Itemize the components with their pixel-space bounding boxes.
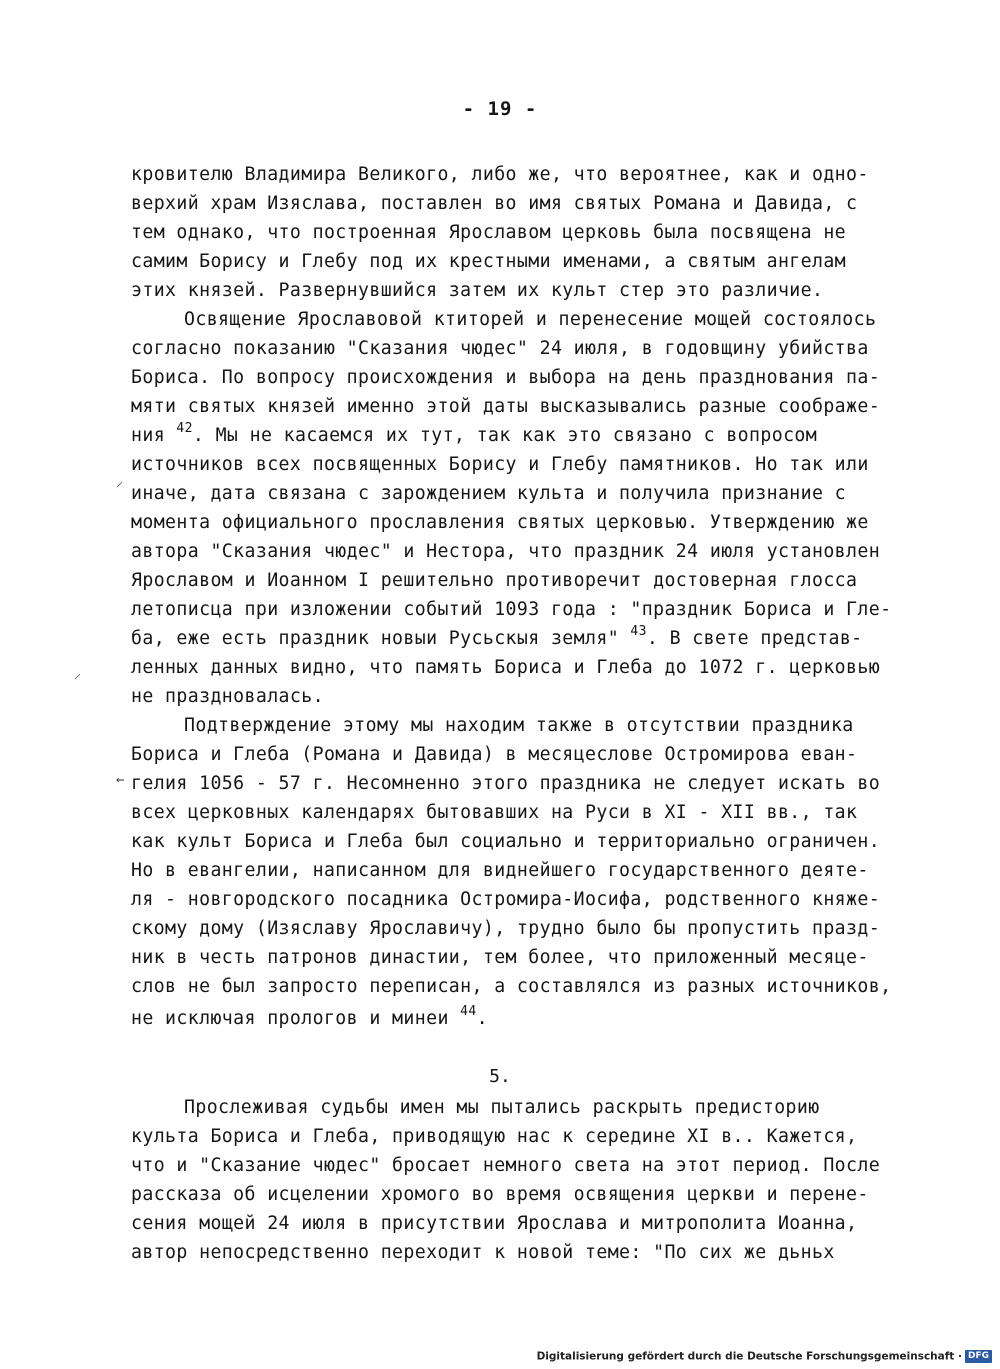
text-line: скому дому (Изяславу Ярославичу), трудно было бы пропустить празд-	[131, 918, 881, 939]
section-heading: 5.	[489, 1066, 511, 1087]
text-line: иначе, дата связана с зарождением культа и получила признание с	[131, 483, 847, 504]
text-line: этих князей. Развернувшийся затем их культ стер это различие.	[131, 280, 824, 301]
text-line	[131, 1004, 488, 1033]
footnote-ref-43: 43	[630, 624, 647, 639]
text-line: летописца при изложении событий 1093 года : "праздник Бориса и Гле-	[131, 599, 892, 620]
text-line: что и "Сказание чюдес" бросает немного света на этот период. После	[131, 1155, 881, 1176]
footnote-ref-42: 42	[176, 421, 193, 436]
text-line: не праздновалась.	[131, 686, 324, 707]
text-run: ния	[131, 425, 177, 446]
text-run: ба, еже есть праздник новыи Русьскыя земля"	[131, 628, 631, 649]
text-line: ленных данных видно, что память Бориса и Глеба до 1072 г. церковью	[131, 657, 881, 678]
text-line: сения мощей 24 июля в присутствии Ярослава и митрополита Иоанна,	[131, 1213, 858, 1234]
text-run: . Мы не касаемся их тут, так как это связано с вопросом	[192, 425, 818, 446]
text-line: Ярославом и Иоанном I решительно противоречит достоверная глосса	[131, 570, 858, 591]
text-line: Бориса. По вопросу происхождения и выбора на день празднования па-	[131, 367, 881, 388]
text-line: Освящение Ярославовой ктиторей и перенесение мощей состоялось	[184, 309, 877, 330]
text-line: кровителю Владимира Великого, либо же, что вероятнее, как и одно-	[131, 164, 869, 185]
text-run: . В свете представ-	[646, 628, 863, 649]
text-line: тем однако, что построенная Ярославом церковь была посвящена не	[131, 222, 847, 243]
text-line: момента официального прославления святых церковью. Утверждению же	[131, 512, 869, 533]
text-line: Прослеживая судьбы имен мы пытались раскрыть предисторию	[184, 1097, 820, 1118]
text-line: самим Борису и Глебу под их крестными именами, а святым ангелам	[131, 251, 847, 272]
text-line: автор непосредственно переходит к новой теме: "По сих же дьньх	[131, 1242, 835, 1263]
page-number: - 19 -	[462, 98, 538, 120]
margin-mark: ⸝	[74, 666, 81, 682]
margin-mark: ⸍	[116, 480, 123, 496]
text-line: ля - новгородского посадника Остромира-Иосифа, родственного княже-	[131, 889, 881, 910]
text-line: как культ Бориса и Глеба был социально и территориально ограничен.	[131, 831, 881, 852]
text-line: автора "Сказания чюдес" и Нестора, что праздник 24 июля установлен	[131, 541, 881, 562]
text-line: согласно показанию "Сказания чюдес" 24 июля, в годовщину убийства	[131, 338, 869, 359]
digitization-footer	[537, 1350, 992, 1363]
text-run: .	[476, 1008, 488, 1029]
text-line: слов не был запросто переписан, а составлялся из разных источников,	[131, 976, 892, 997]
text-line	[131, 421, 817, 450]
dfg-logo: DFG	[965, 1350, 992, 1363]
text-run: не исключая прологов и минеи	[131, 1008, 461, 1029]
text-line: культа Бориса и Глеба, приводящую нас к середине XI в.. Кажется,	[131, 1126, 858, 1147]
text-line: мяти святых князей именно этой даты высказывались разные соображе-	[131, 396, 881, 417]
text-line: верхий храм Изяслава, поставлен во имя святых Романа и Давида, с	[131, 193, 858, 214]
text-line: гелия 1056 - 57 г. Несомненно этого праздника не следует искать во	[131, 773, 881, 794]
text-line	[131, 624, 863, 653]
text-line: Но в евангелии, написанном для виднейшего государственного деяте-	[131, 860, 869, 881]
text-line: ник в честь патронов династии, тем более, что приложенный месяце-	[131, 947, 869, 968]
footer-text: Digitalisierung gefördert durch die Deutsche Forschungsgemeinschaft ·	[536, 1350, 962, 1363]
text-line: всех церковных календарях бытовавших на Руси в XI - XII вв., так	[131, 802, 858, 823]
text-line: источников всех посвященных Борису и Глебу памятников. Но так или	[131, 454, 869, 475]
text-line: Бориса и Глеба (Романа и Давида) в месяцеслове Остромирова еван-	[131, 744, 858, 765]
footnote-ref-44: 44	[460, 1004, 477, 1019]
text-line: Подтверждение этому мы находим также в отсутствии праздника	[184, 715, 854, 736]
text-line: рассказа об исцелении хромого во время освящения церкви и перене-	[131, 1184, 869, 1205]
margin-arrow-icon: ←	[116, 772, 125, 788]
